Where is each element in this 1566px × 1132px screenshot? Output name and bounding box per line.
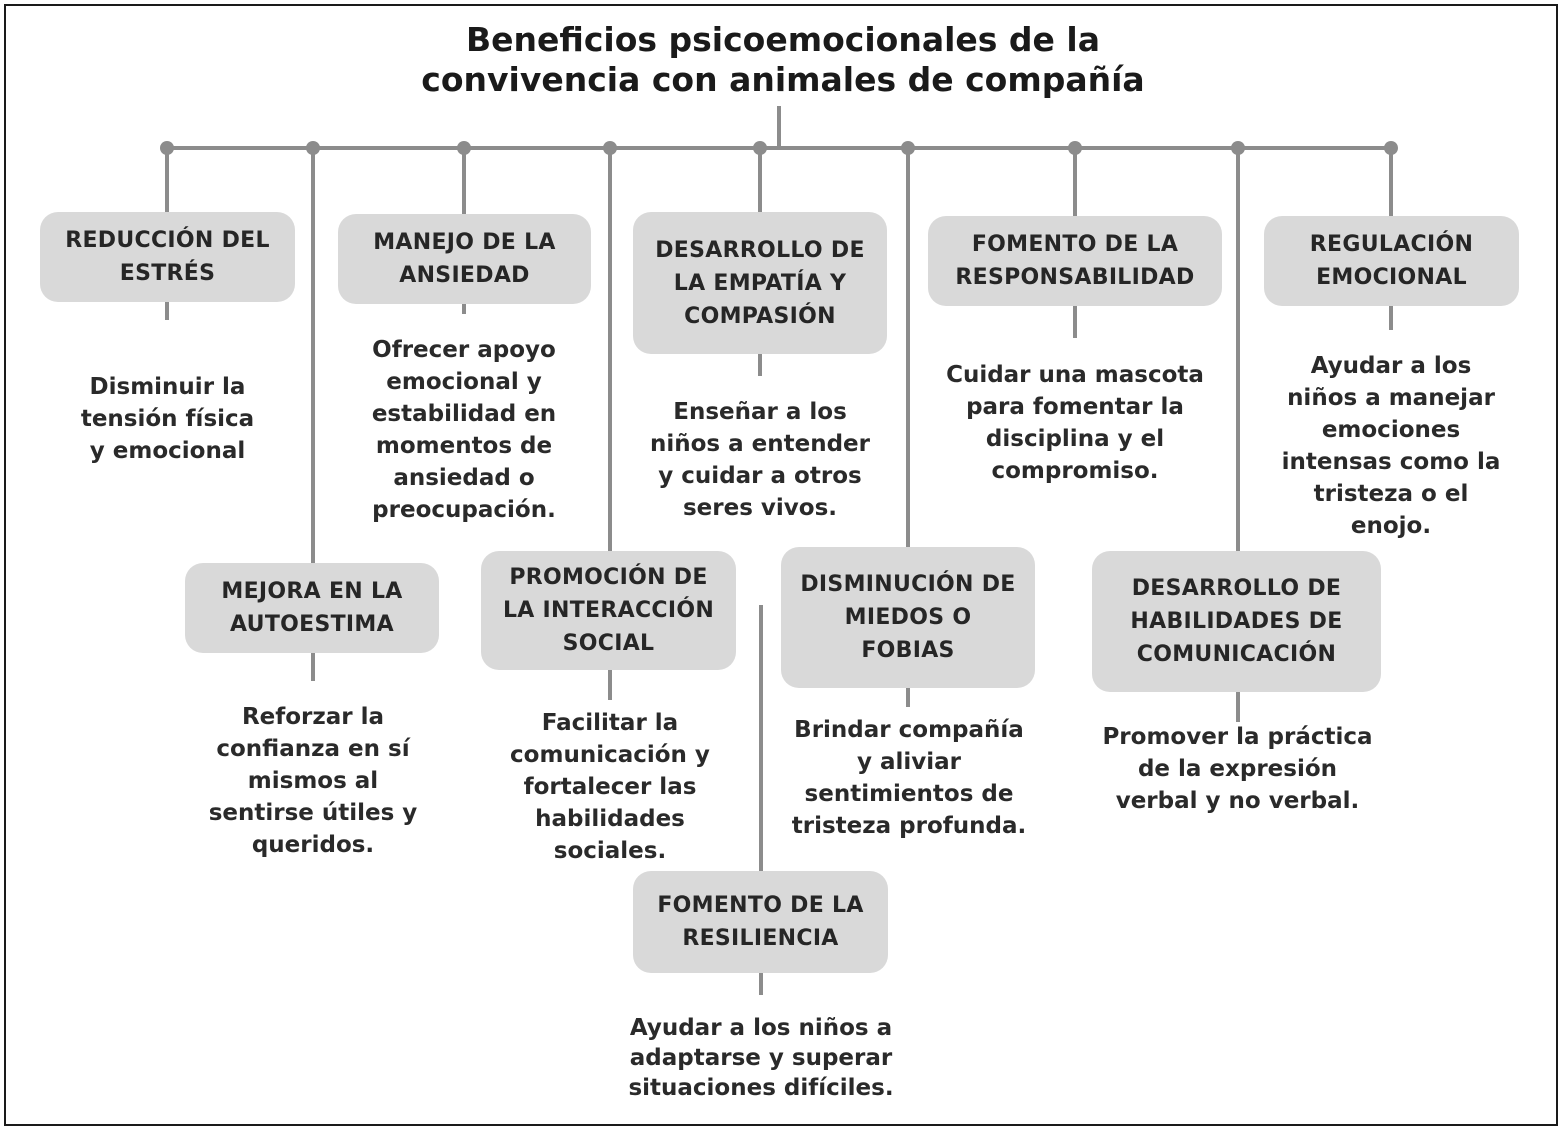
title-line-1: Beneficios psicoemocionales de la (466, 20, 1100, 59)
bus-dot (160, 141, 174, 155)
bus-dot (1384, 141, 1398, 155)
box-resiliencia: FOMENTO DE LA RESILIENCIA (633, 871, 888, 973)
desc-autoestima: Reforzar la confianza en sí mismos al sentirse útiles y queridos. (208, 704, 418, 858)
box-responsabilidad: FOMENTO DE LA RESPONSABILIDAD (928, 216, 1222, 306)
desc-empatia: Enseñar a los niños a entender y cuidar a otros seres vivos. (649, 399, 870, 521)
box-reduccion-estres: REDUCCIÓN DEL ESTRÉS (40, 212, 295, 302)
desc-miedos: Brindar compañía y aliviar sentimientos de tristeza profunda. (791, 717, 1027, 839)
box-autoestima: MEJORA EN LA AUTOESTIMA (185, 563, 439, 653)
desc-regulacion: Ayudar a los niños a manejar emociones intensas como la tristeza o el enojo. (1281, 353, 1501, 539)
bus-dot (1068, 141, 1082, 155)
bus-dot (901, 141, 915, 155)
desc-manejo-ansiedad: Ofrecer apoyo emocional y estabilidad en momentos de ansiedad o preocupación. (371, 337, 557, 523)
title-line-2: convivencia con animales de compañía (421, 60, 1145, 99)
box-interaccion-social: PROMOCIÓN DE LA INTERACCIÓN SOCIAL (481, 551, 736, 670)
bus-dot (1231, 141, 1245, 155)
box-miedos: DISMINUCIÓN DE MIEDOS O FOBIAS (781, 547, 1035, 688)
bus-dot (753, 141, 767, 155)
bus-dot (603, 141, 617, 155)
bus-dot (457, 141, 471, 155)
desc-responsabilidad: Cuidar una mascota para fomentar la disciplina y el compromiso. (946, 362, 1204, 484)
desc-reduccion-estres: Disminuir la tensión física y emocional (80, 374, 255, 464)
box-regulacion: REGULACIÓN EMOCIONAL (1264, 216, 1519, 306)
bus-dot (306, 141, 320, 155)
box-empatia: DESARROLLO DE LA EMPATÍA Y COMPASIÓN (633, 212, 887, 354)
desc-interaccion-social: Facilitar la comunicación y fortalecer las habilidades sociales. (510, 710, 710, 864)
desc-comunicacion: Promover la práctica de la expresión verbal y no verbal. (1102, 724, 1373, 814)
box-comunicacion: DESARROLLO DE HABILIDADES DE COMUNICACIÓN (1092, 551, 1381, 692)
desc-resiliencia: Ayudar a los niños a adaptarse y superar situaciones difíciles. (628, 1015, 894, 1101)
box-manejo-ansiedad: MANEJO DE LA ANSIEDAD (338, 214, 591, 304)
